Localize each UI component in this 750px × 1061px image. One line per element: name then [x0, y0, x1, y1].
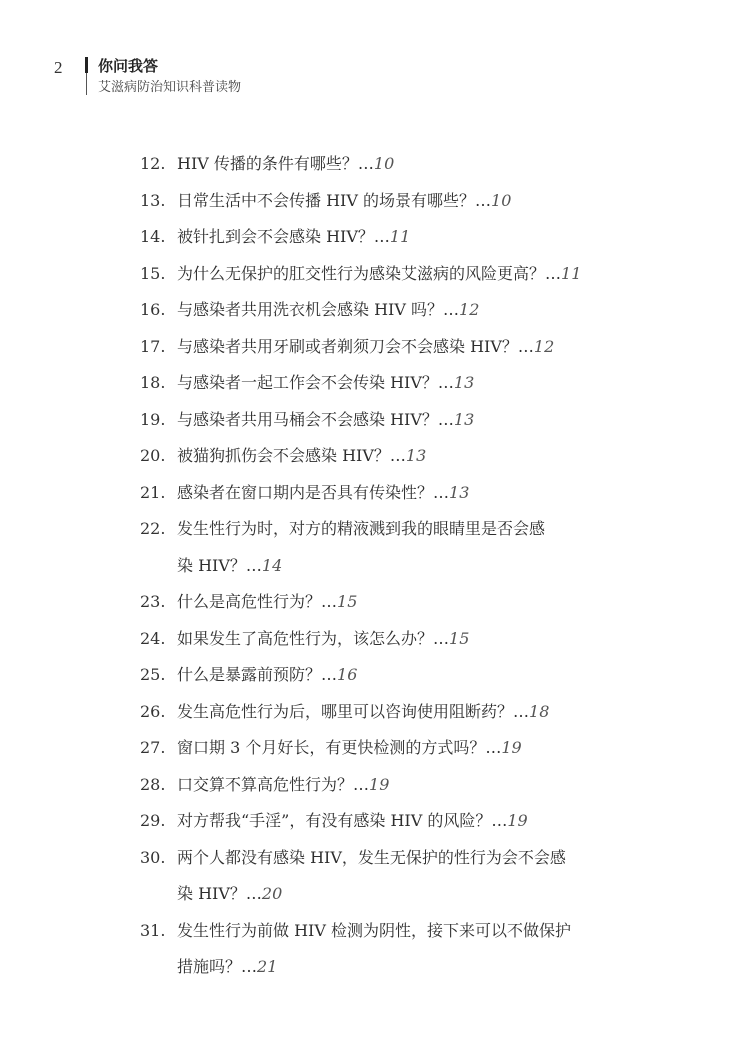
toc-entry-number: 20.	[140, 446, 166, 465]
toc-entry-title-line: 染 HIV？…20	[177, 884, 283, 903]
toc-leader: …	[437, 373, 454, 392]
toc-entry-title	[177, 219, 410, 256]
toc-entry-number: 12.	[140, 154, 166, 173]
toc-entry-title-line: 发生性行为时，对方的精液溅到我的眼睛里是否会感	[177, 519, 546, 538]
toc-entry-title-line: 与感染者一起工作会不会传染 HIV？…13	[177, 373, 475, 392]
toc-leader: …	[485, 738, 502, 757]
toc-leader: …	[245, 884, 262, 903]
toc-entry-title-line: 与感染者共用牙刷或者剃须刀会不会感染 HIV？…12	[177, 336, 555, 356]
toc-entry-number: 26.	[140, 701, 166, 721]
toc-entry[interactable]	[140, 329, 640, 366]
toc-entry[interactable]	[140, 584, 640, 621]
toc-page-number: 19	[369, 774, 390, 794]
header-divider-accent	[85, 57, 88, 73]
toc-entry[interactable]	[140, 256, 640, 293]
toc-entry-title-line: 什么是暴露前预防？…16	[177, 665, 358, 684]
toc-entry-title-line: 染 HIV？…14	[177, 555, 283, 575]
toc-entry-title-line: 发生性行为前做 HIV 检测为阴性，接下来可以不做保护	[177, 920, 572, 940]
toc-entry-number: 25.	[140, 665, 166, 684]
toc-page-number: 10	[373, 154, 395, 173]
toc-entry-number: 21.	[140, 482, 166, 502]
toc-entry-title-line: 为什么无保护的肛交性行为感染艾滋病的风险更高？…11	[177, 263, 582, 283]
toc-entry[interactable]	[140, 365, 640, 402]
toc-page-number: 11	[561, 263, 582, 283]
toc-entry-title-line: 被猫狗抓伤会不会感染 HIV？…13	[177, 446, 427, 465]
toc-leader: …	[241, 957, 258, 976]
toc-entry-title	[177, 621, 469, 658]
toc-entry[interactable]	[140, 840, 640, 913]
toc-leader: …	[357, 154, 374, 173]
toc-page-number: 10	[491, 190, 512, 210]
book-title: 你问我答	[98, 57, 159, 75]
toc-entry-title-line: 与感染者共用洗衣机会感染 HIV 吗？…12	[177, 300, 480, 319]
toc-leader: …	[443, 300, 460, 319]
toc-entry-number: 31.	[140, 920, 166, 940]
toc-entry[interactable]	[140, 146, 640, 183]
toc-entry-title-line: 措施吗？…21	[177, 957, 278, 976]
toc-entry-title	[177, 475, 469, 512]
toc-page-number: 15	[337, 592, 358, 611]
toc-entry-title	[177, 146, 394, 183]
toc-page-number: 13	[449, 482, 470, 502]
toc-entry-title-line: 窗口期 3 个月好长，有更快检测的方式吗？…19	[177, 738, 522, 757]
toc-entry-number: 18.	[140, 373, 166, 392]
toc-entry-number: 14.	[140, 227, 166, 246]
toc-entry-title	[177, 511, 545, 584]
toc-entry-title	[177, 584, 357, 621]
toc-leader: …	[545, 263, 562, 283]
toc-entry-title	[177, 402, 474, 439]
toc-entry-title-line: 如果发生了高危性行为，该怎么办？…15	[177, 628, 470, 648]
toc-entry-number: 30.	[140, 847, 166, 867]
toc-entry[interactable]	[140, 730, 640, 767]
toc-entry-number: 16.	[140, 300, 166, 319]
toc-entry-title	[177, 292, 479, 329]
toc-entry-title	[177, 730, 522, 767]
toc-leader: …	[437, 409, 454, 429]
toc-entry[interactable]	[140, 913, 640, 986]
toc-entry-title-line: 日常生活中不会传播 HIV 的场景有哪些？…10	[177, 190, 512, 210]
toc-leader: …	[389, 446, 406, 465]
page-header	[0, 0, 750, 100]
toc-leader: …	[373, 227, 390, 246]
toc-leader: …	[475, 190, 492, 210]
toc-leader: …	[245, 555, 262, 575]
toc-entry-title	[177, 657, 357, 694]
toc-entry-number: 15.	[140, 263, 166, 283]
toc-page-number: 13	[405, 446, 427, 465]
toc-entry[interactable]	[140, 402, 640, 439]
toc-page-number: 15	[449, 628, 470, 648]
toc-entry-title	[177, 840, 566, 913]
table-of-contents	[140, 146, 640, 986]
toc-entry-title	[177, 767, 389, 804]
toc-entry-title-line: HIV 传播的条件有哪些？…10	[177, 154, 395, 173]
toc-entry[interactable]	[140, 219, 640, 256]
toc-entry-number: 29.	[140, 811, 166, 830]
toc-entry-title-line: 两个人都没有感染 HIV，发生无保护的性行为会不会感	[177, 847, 566, 867]
toc-entry-number: 17.	[140, 336, 166, 356]
toc-entry-title	[177, 438, 426, 475]
toc-entry[interactable]	[140, 292, 640, 329]
toc-page-number: 19	[507, 811, 528, 830]
toc-leader: …	[513, 701, 530, 721]
toc-page-number: 18	[529, 701, 550, 721]
toc-entry-number: 22.	[140, 519, 166, 538]
toc-entry-title-line: 被针扎到会不会感染 HIV？…11	[177, 227, 411, 246]
toc-page-number: 19	[501, 738, 522, 757]
toc-page-number: 12	[459, 300, 480, 319]
toc-leader: …	[353, 774, 370, 794]
toc-page-number: 11	[389, 227, 411, 246]
toc-leader: …	[433, 628, 450, 648]
toc-entry-number: 28.	[140, 774, 166, 794]
toc-page-number: 13	[453, 409, 475, 429]
toc-entry-title	[177, 803, 528, 840]
toc-entry[interactable]	[140, 803, 640, 840]
toc-page-number: 12	[533, 336, 555, 356]
book-subtitle: 艾滋病防治知识科普读物	[98, 80, 242, 95]
toc-entry[interactable]	[140, 475, 640, 512]
toc-page-number: 14	[261, 555, 283, 575]
toc-entry-title	[177, 694, 549, 731]
page-number: 2	[54, 58, 63, 77]
toc-entry[interactable]	[140, 438, 640, 475]
toc-leader: …	[321, 592, 338, 611]
toc-page-number: 21	[257, 957, 278, 976]
toc-page-number: 16	[337, 665, 358, 684]
toc-page-number: 20	[261, 884, 283, 903]
toc-entry[interactable]	[140, 511, 640, 584]
toc-entry-title-line: 与感染者共用马桶会不会感染 HIV？…13	[177, 409, 475, 429]
toc-entry-number: 24.	[140, 628, 166, 648]
toc-leader: …	[517, 336, 534, 356]
toc-entry-number: 27.	[140, 738, 166, 757]
toc-entry-number: 13.	[140, 190, 166, 210]
toc-entry-title-line: 感染者在窗口期内是否具有传染性？…13	[177, 482, 470, 502]
toc-entry-title	[177, 329, 554, 366]
toc-entry[interactable]	[140, 183, 640, 220]
toc-entry-title	[177, 913, 571, 986]
toc-entry-number: 19.	[140, 409, 166, 429]
toc-entry-title-line: 什么是高危性行为？…15	[177, 592, 358, 611]
toc-entry[interactable]	[140, 694, 640, 731]
toc-entry[interactable]	[140, 657, 640, 694]
toc-entry[interactable]	[140, 767, 640, 804]
toc-leader: …	[491, 811, 508, 830]
toc-leader: …	[433, 482, 450, 502]
toc-entry-title	[177, 183, 511, 220]
toc-entry-title	[177, 256, 581, 293]
toc-page-number: 13	[453, 373, 475, 392]
toc-entry[interactable]	[140, 621, 640, 658]
toc-entry-number: 23.	[140, 592, 166, 611]
toc-entry-title-line: 口交算不算高危性行为？…19	[177, 774, 390, 794]
toc-entry-title-line: 发生高危性行为后，哪里可以咨询使用阻断药？…18	[177, 701, 550, 721]
toc-entry-title	[177, 365, 474, 402]
toc-entry-title-line: 对方帮我“手淫”，有没有感染 HIV 的风险？…19	[177, 811, 528, 830]
toc-leader: …	[321, 665, 338, 684]
